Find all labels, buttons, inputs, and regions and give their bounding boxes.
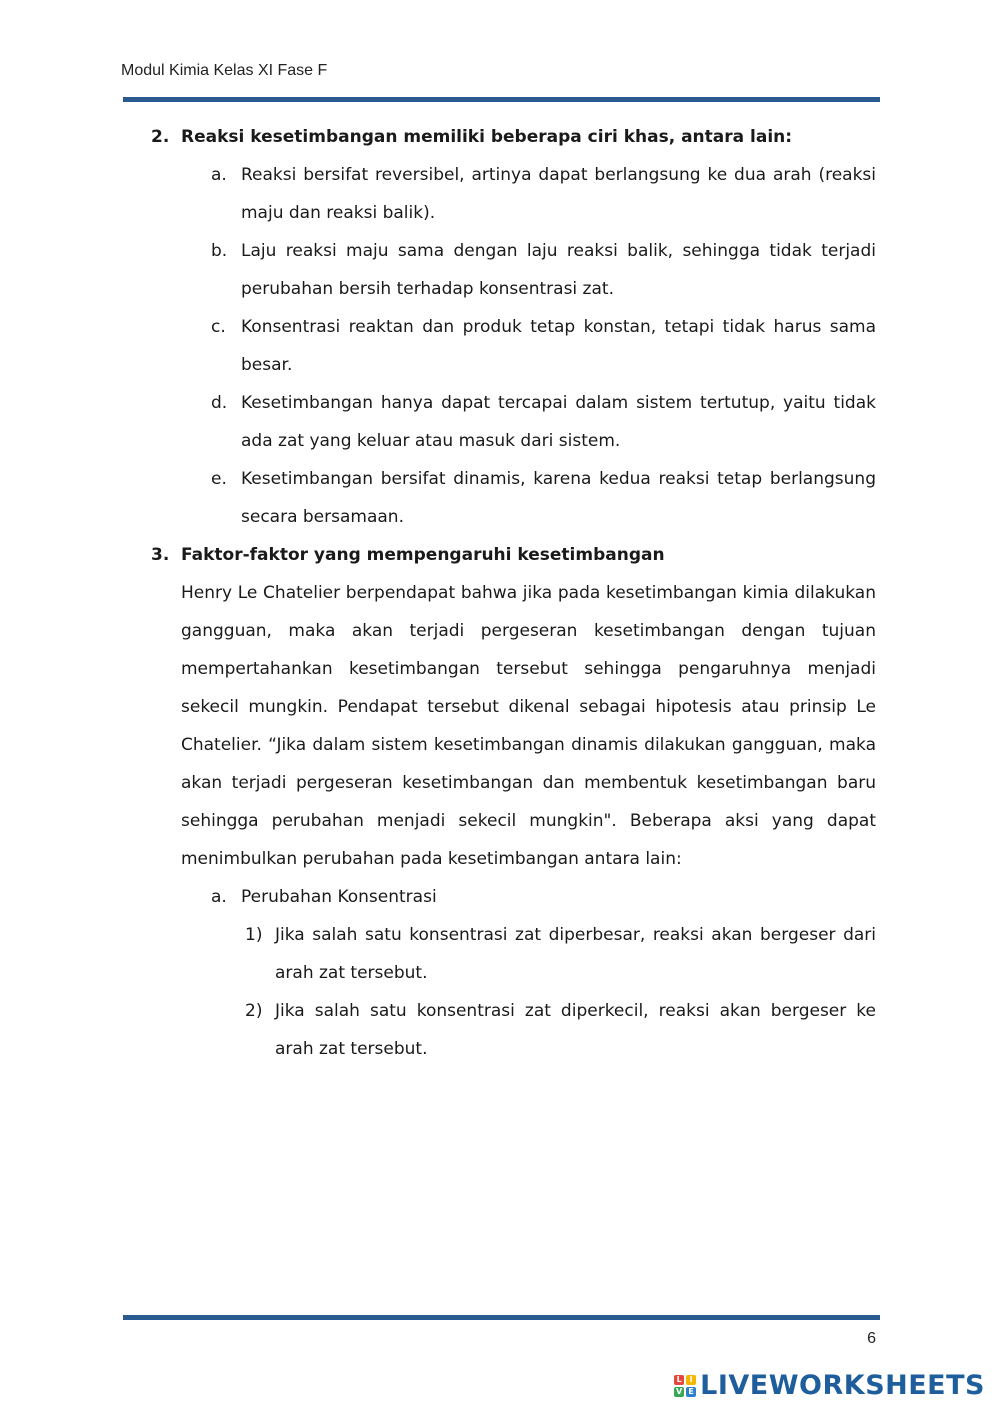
sub-text: Kesetimbangan bersifat dinamis, karena kedua reaksi tetap berlangsung secara bersamaan.: [241, 469, 876, 527]
point-text: Jika salah satu konsentrasi zat diperkecil, reaksi akan bergeser ke arah zat tersebut.: [275, 1001, 876, 1059]
item-heading: Faktor-faktor yang mempengaruhi kesetimbangan: [181, 545, 665, 565]
sub-item-d: [211, 384, 876, 460]
footer-rule: [123, 1315, 880, 1320]
sub-title: Perubahan Konsentrasi: [241, 887, 437, 907]
item-paragraph: Henry Le Chatelier berpendapat bahwa jika pada kesetimbangan kimia dilakukan gangguan, maka akan terjadi pergeseran kesetimbangan dengan tujuan mempertahankan kesetimbangan tersebut sehingga pengaruhnya menjadi sekecil mungkin. Pendapat tersebut dikenal sebagai hipotesis atau prinsip Le Chatelier. “Jika dalam sistem kesetimbangan dinamis dilakukan gangguan, maka akan terjadi pergeseran kesetimbangan dan membentuk kesetimbangan baru sehingga perubahan menjadi sekecil mungkin". Beberapa aksi yang dapat menimbulkan perubahan pada kesetimbangan antara lain:: [181, 583, 876, 869]
sub-item-a: [211, 156, 876, 232]
sub-letter: a.: [211, 165, 227, 185]
item-body: [181, 118, 876, 536]
liveworksheets-brand[interactable]: [674, 1370, 985, 1401]
sub-list: [211, 156, 876, 536]
sub-text: Laju reaksi maju sama dengan laju reaksi balik, sehingga tidak terjadi perubahan bersih terhadap konsentrasi zat.: [241, 241, 876, 299]
point-number: 2): [245, 1001, 263, 1021]
item-number: 2.: [151, 127, 170, 147]
sub-item-a: [211, 878, 876, 1068]
point-list: [245, 916, 876, 1068]
sub-letter: d.: [211, 393, 228, 413]
sub-letter: e.: [211, 469, 227, 489]
sub-letter: b.: [211, 241, 228, 261]
sub-text: Konsentrasi reaktan dan produk tetap konstan, tetapi tidak harus sama besar.: [241, 317, 876, 375]
item-heading: Reaksi kesetimbangan memiliki beberapa ciri khas, antara lain:: [181, 127, 793, 147]
header-rule: [123, 97, 880, 102]
point-number: 1): [245, 925, 263, 945]
logo-letter: V: [676, 1386, 683, 1396]
header-title: Modul Kimia Kelas XI Fase F: [121, 62, 328, 79]
logo-letter: L: [674, 1375, 684, 1385]
liveworksheets-logo-icon: [674, 1375, 696, 1397]
point-text: Jika salah satu konsentrasi zat diperbesar, reaksi akan bergeser dari arah zat tersebut.: [275, 925, 876, 983]
sub-list: [211, 878, 876, 1068]
sub-text: Kesetimbangan hanya dapat tercapai dalam sistem tertutup, yaitu tidak ada zat yang keluar atau masuk dari sistem.: [241, 393, 876, 451]
sub-item-b: [211, 232, 876, 308]
sub-text: [241, 878, 876, 1068]
list-item-3: [151, 536, 876, 1068]
item-body: [181, 536, 876, 1068]
sub-text: Reaksi bersifat reversibel, artinya dapat berlangsung ke dua arah (reaksi maju dan reaksi balik).: [241, 165, 876, 223]
sub-item-c: [211, 308, 876, 384]
point-item-2: [245, 992, 876, 1068]
page-content: [151, 118, 876, 1068]
page-number: 6: [867, 1330, 876, 1347]
item-number: 3.: [151, 545, 170, 565]
brand-name: LIVEWORKSHEETS: [700, 1370, 985, 1401]
logo-letter: E: [686, 1387, 696, 1397]
sub-letter: a.: [211, 887, 227, 907]
logo-letter: I: [686, 1375, 696, 1385]
sub-letter: c.: [211, 317, 226, 337]
point-item-1: [245, 916, 876, 992]
list-item-2: [151, 118, 876, 536]
sub-item-e: [211, 460, 876, 536]
